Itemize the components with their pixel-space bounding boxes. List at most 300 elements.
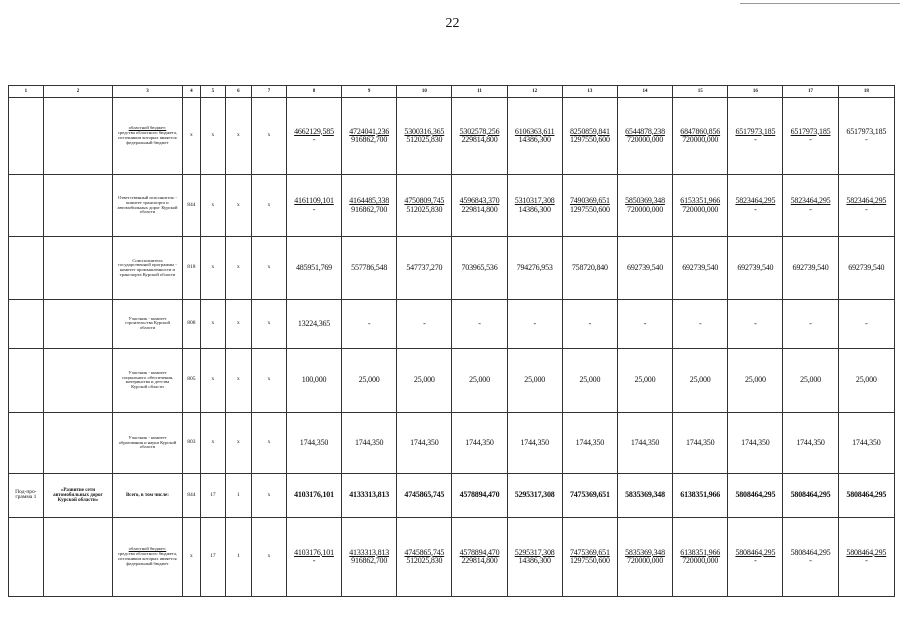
value-federal: 229814,800	[461, 134, 498, 144]
value-main: 5300316,365	[404, 126, 445, 136]
code-target-cell: x	[252, 174, 287, 237]
value-main: -	[865, 318, 868, 328]
subprogram-cell: Под-про-грамма 1	[9, 473, 44, 517]
value-main: 4164485,338	[349, 196, 390, 206]
code-section-cell: x	[201, 300, 226, 348]
program-name-cell	[43, 300, 112, 348]
value-cell	[452, 300, 507, 348]
value-main: -	[754, 318, 757, 328]
value-cell	[617, 413, 672, 474]
value-main: 4596843,370	[459, 196, 500, 206]
header-cell: 7	[252, 86, 287, 98]
value-main: 7475369,651	[569, 490, 610, 500]
value-federal: 512025,830	[406, 134, 443, 144]
code-subsection-cell: x	[225, 98, 252, 175]
value-main: 6138351,966	[680, 547, 721, 557]
program-name-cell: «Развитие сети автомобильных дорог Курской области»	[43, 473, 112, 517]
value-main: 6517973,185	[790, 126, 831, 136]
value-cell	[783, 300, 838, 348]
value-cell	[838, 237, 894, 300]
value-federal: 512025,830	[406, 204, 443, 214]
header-cell: 2	[43, 86, 112, 98]
value-main: 5302578,256	[459, 126, 500, 136]
value-cell	[397, 98, 452, 175]
value-main: 5823464,295	[735, 196, 776, 206]
value-main: 8250859,841	[569, 126, 610, 136]
value-main: 5808464,295	[846, 547, 887, 557]
value-main: 692739,540	[848, 263, 885, 273]
code-subsection-cell: x	[225, 348, 252, 413]
subprogram-cell	[9, 348, 44, 413]
table-row-regional-budget	[9, 98, 895, 175]
value-cell	[507, 174, 562, 237]
description-text: Соисполнитель государственной программы - комитет промышленности и транспорта Курской области	[118, 257, 177, 278]
value-main: 6544878,238	[625, 126, 665, 136]
value-cell	[617, 348, 672, 413]
value-federal: -	[865, 134, 868, 144]
code-subsection-cell: 1	[225, 518, 252, 597]
value-cell	[342, 473, 397, 517]
value-cell	[286, 473, 341, 517]
value-cell	[507, 413, 562, 474]
value-main: 1744,350	[299, 437, 329, 447]
value-cell	[507, 348, 562, 413]
value-cell	[673, 98, 728, 175]
top-rule	[740, 3, 900, 4]
value-main: 25,000	[469, 375, 490, 385]
subprogram-cell	[9, 518, 44, 597]
value-cell	[397, 300, 452, 348]
value-main: 758720,840	[571, 263, 608, 273]
value-cell	[673, 174, 728, 237]
table-row-co-executor-industry	[9, 237, 895, 300]
value-cell	[452, 473, 507, 517]
code-section-cell: x	[201, 237, 226, 300]
value-federal: 229814,800	[461, 556, 498, 566]
value-main: 25,000	[800, 375, 821, 385]
description-cell	[113, 348, 182, 413]
description-text: средства областного бюджета, источником которых является федеральный бюджет	[117, 551, 178, 566]
description-text: Всего, в том числе:	[125, 492, 169, 498]
value-federal: -	[312, 204, 316, 214]
value-federal: 1297550,600	[569, 204, 610, 214]
value-cell	[562, 237, 617, 300]
value-cell	[838, 413, 894, 474]
value-main: 7475369,651	[569, 547, 610, 557]
value-cell	[728, 98, 783, 175]
code-subsection-cell: x	[225, 174, 252, 237]
value-main: 25,000	[744, 375, 766, 385]
value-cell	[617, 174, 672, 237]
header-cell: 4	[182, 86, 200, 98]
value-main: 6847860,856	[680, 126, 721, 136]
value-cell	[838, 348, 894, 413]
value-main: 5295317,308	[514, 490, 555, 500]
value-main: 5295317,308	[514, 547, 555, 557]
value-cell	[617, 237, 672, 300]
value-federal: 720000,000	[682, 556, 719, 566]
value-cell	[838, 473, 894, 517]
value-federal: 14386,300	[518, 204, 551, 214]
value-main: 547737,270	[406, 263, 443, 273]
value-cell	[562, 174, 617, 237]
value-federal: 1297550,600	[569, 556, 610, 566]
value-federal: -	[809, 134, 812, 144]
value-federal: -	[312, 556, 316, 566]
value-cell	[507, 518, 562, 597]
value-main: 4103176,101	[294, 490, 334, 500]
code-grbs-cell: 844	[182, 174, 200, 237]
value-federal: -	[809, 556, 812, 566]
header-cell: 17	[783, 86, 838, 98]
value-cell	[342, 174, 397, 237]
code-target-cell: x	[252, 237, 287, 300]
value-cell	[286, 98, 341, 175]
value-main: 692739,540	[627, 263, 664, 273]
value-main: 5835369,348	[625, 547, 665, 557]
value-cell	[838, 518, 894, 597]
value-federal: -	[312, 134, 316, 144]
header-cell: 8	[286, 86, 341, 98]
value-cell	[507, 237, 562, 300]
value-cell	[728, 413, 783, 474]
value-cell	[673, 473, 728, 517]
value-federal: 916862,700	[351, 134, 388, 144]
header-cell: 18	[838, 86, 894, 98]
value-main: 5823464,295	[790, 196, 831, 206]
code-section-cell: x	[201, 174, 226, 237]
code-target-cell: x	[252, 98, 287, 175]
value-federal: 720000,000	[627, 134, 664, 144]
value-main: 1744,350	[685, 437, 715, 447]
subprogram-cell	[9, 413, 44, 474]
value-main: 5808464,295	[735, 490, 776, 500]
description-text: средства областного бюджета, источником которых является федеральный бюджет	[117, 130, 178, 145]
value-main: 1744,350	[410, 437, 439, 447]
value-cell	[562, 348, 617, 413]
description-cell	[113, 98, 182, 175]
value-cell	[673, 348, 728, 413]
value-main: 6138351,966	[680, 490, 721, 500]
code-subsection-cell: 1	[225, 473, 252, 517]
value-cell	[673, 518, 728, 597]
value-cell	[783, 518, 838, 597]
value-main: 7490369,651	[569, 196, 610, 206]
description-cell	[113, 174, 182, 237]
value-main: 25,000	[524, 375, 546, 385]
value-main: -	[478, 318, 481, 328]
value-main: 4745865,745	[404, 547, 445, 557]
budget-table	[8, 85, 895, 597]
description-heading: областной бюджет:	[128, 546, 167, 552]
value-main: 4745865,745	[404, 490, 445, 500]
value-main: 5823464,295	[846, 196, 887, 206]
value-cell	[783, 174, 838, 237]
value-cell	[838, 300, 894, 348]
value-main: -	[588, 318, 592, 328]
value-cell	[728, 174, 783, 237]
header-cell: 13	[562, 86, 617, 98]
program-name-cell	[43, 98, 112, 175]
description-cell	[113, 518, 182, 597]
value-main: 4103176,101	[294, 547, 334, 557]
subprogram-cell	[9, 174, 44, 237]
value-main: 5808464,295	[735, 547, 776, 557]
value-cell	[452, 174, 507, 237]
value-cell	[783, 348, 838, 413]
value-cell	[507, 98, 562, 175]
value-main: 25,000	[634, 375, 656, 385]
value-cell	[617, 518, 672, 597]
table-row-participant-social	[9, 348, 895, 413]
page-number: 22	[445, 16, 460, 31]
value-federal: -	[865, 204, 868, 214]
value-federal: 720000,000	[627, 204, 664, 214]
value-main: 6106363,611	[514, 126, 555, 136]
value-main: 5310317,308	[514, 196, 555, 206]
code-grbs-cell: 808	[182, 300, 200, 348]
header-cell: 12	[507, 86, 562, 98]
value-cell	[783, 473, 838, 517]
value-cell	[562, 300, 617, 348]
code-section-cell: x	[201, 413, 226, 474]
value-cell	[728, 348, 783, 413]
value-cell	[286, 174, 341, 237]
subprogram-cell	[9, 300, 44, 348]
header-cell: 5	[201, 86, 226, 98]
table-row-subprogram-total	[9, 473, 895, 517]
value-main: 6153351,966	[680, 196, 721, 206]
value-federal: 14386,300	[518, 134, 551, 144]
table-row-subprogram-regional-budget	[9, 518, 895, 597]
value-cell	[617, 98, 672, 175]
code-grbs-cell: 805	[182, 348, 200, 413]
value-cell	[452, 413, 507, 474]
value-main: 25,000	[358, 375, 380, 385]
description-text: Участник - комитет строительства Курской области	[124, 315, 170, 331]
value-main: 1744,350	[520, 437, 549, 447]
code-section-cell: x	[201, 348, 226, 413]
value-cell	[617, 473, 672, 517]
value-main: 703965,536	[461, 263, 498, 273]
value-federal: 512025,830	[406, 556, 443, 566]
value-cell	[342, 237, 397, 300]
value-cell	[286, 413, 341, 474]
value-main: 1744,350	[354, 437, 384, 447]
value-cell	[286, 237, 341, 300]
value-federal: -	[809, 204, 812, 214]
value-federal: -	[865, 556, 868, 566]
value-main: 557786,548	[351, 263, 388, 273]
value-main: 4578894,470	[459, 490, 500, 500]
value-cell	[562, 473, 617, 517]
value-main: 1744,350	[852, 437, 881, 447]
value-main: 4578894,470	[459, 547, 500, 557]
header-cell: 16	[728, 86, 783, 98]
code-grbs-cell: x	[182, 98, 200, 175]
value-cell	[617, 300, 672, 348]
code-target-cell: x	[252, 300, 287, 348]
description-text: Участник - комитет социального обеспечения, материнства и детства Курской области	[121, 369, 174, 390]
program-name-cell	[43, 348, 112, 413]
subprogram-cell	[9, 98, 44, 175]
value-main: 6517973,185	[735, 126, 776, 136]
value-cell	[452, 518, 507, 597]
description-cell	[113, 237, 182, 300]
code-grbs-cell: x	[182, 518, 200, 597]
header-cell: 11	[452, 86, 507, 98]
value-main: 5808464,295	[790, 490, 831, 500]
value-cell	[562, 518, 617, 597]
value-cell	[728, 300, 783, 348]
header-cell: 3	[113, 86, 182, 98]
value-main: 1744,350	[465, 437, 494, 447]
value-federal: 14386,300	[518, 556, 551, 566]
value-main: 4133313,813	[349, 490, 390, 500]
value-federal: 1297550,600	[569, 134, 610, 144]
header-row	[9, 86, 895, 98]
value-main: 5835369,348	[625, 490, 665, 500]
value-main: 25,000	[579, 375, 601, 385]
value-cell	[728, 473, 783, 517]
value-federal: 720000,000	[627, 556, 664, 566]
value-cell	[342, 348, 397, 413]
value-cell	[342, 98, 397, 175]
value-cell	[562, 98, 617, 175]
code-grbs-cell: 818	[182, 237, 200, 300]
value-main: -	[809, 318, 812, 328]
value-cell	[838, 98, 894, 175]
value-cell	[397, 518, 452, 597]
code-grbs-cell: 844	[182, 473, 200, 517]
value-main: -	[698, 318, 702, 328]
value-cell	[507, 473, 562, 517]
value-main: 1744,350	[796, 437, 825, 447]
value-cell	[507, 300, 562, 348]
code-section-cell: 17	[201, 473, 226, 517]
description-text: Ответственный исполнитель - комитет транспорта и автомобильных дорог Курской области	[117, 195, 178, 215]
value-main: 1744,350	[575, 437, 605, 447]
value-main: -	[423, 318, 426, 328]
value-federal: -	[754, 204, 757, 214]
code-target-cell: x	[252, 348, 287, 413]
value-cell	[342, 518, 397, 597]
value-federal: 916862,700	[351, 556, 388, 566]
header-cell: 6	[225, 86, 252, 98]
value-cell	[452, 237, 507, 300]
code-section-cell: x	[201, 98, 226, 175]
value-cell	[397, 237, 452, 300]
value-federal: 229814,800	[461, 204, 498, 214]
value-cell	[286, 348, 341, 413]
value-main: 4133313,813	[349, 547, 390, 557]
value-main: 25,000	[855, 375, 877, 385]
value-main: 4662129,585	[294, 126, 334, 136]
header-cell: 9	[342, 86, 397, 98]
value-cell	[783, 237, 838, 300]
value-cell	[783, 98, 838, 175]
program-name-cell	[43, 518, 112, 597]
header-cell: 14	[617, 86, 672, 98]
value-main: -	[533, 318, 536, 328]
value-federal: 720000,000	[682, 134, 719, 144]
description-cell	[113, 473, 182, 517]
value-main: 485951,769	[295, 263, 332, 273]
value-main: 25,000	[413, 375, 435, 385]
value-cell	[397, 473, 452, 517]
program-name-cell	[43, 413, 112, 474]
value-main: 100,000	[301, 375, 327, 385]
header-cell: 1	[9, 86, 44, 98]
program-name-cell	[43, 237, 112, 300]
description-heading: областной бюджет:	[128, 125, 167, 131]
value-main: 6517973,185	[846, 126, 887, 136]
value-cell	[673, 237, 728, 300]
code-grbs-cell: 803	[182, 413, 200, 474]
description-cell	[113, 413, 182, 474]
subprogram-cell	[9, 237, 44, 300]
value-cell	[673, 413, 728, 474]
value-main: 692739,540	[682, 263, 719, 273]
value-cell	[562, 413, 617, 474]
value-federal: -	[754, 134, 757, 144]
table-row-participant-education	[9, 413, 895, 474]
value-main: 13224,365	[297, 318, 331, 328]
code-subsection-cell: x	[225, 413, 252, 474]
value-main: 692739,540	[792, 263, 829, 273]
value-cell	[286, 300, 341, 348]
value-main: 5808464,295	[790, 547, 831, 557]
value-federal: 916862,700	[351, 204, 388, 214]
value-main: 4161109,101	[294, 196, 334, 206]
value-main: 4750809,745	[404, 196, 445, 206]
value-main: 1744,350	[741, 437, 770, 447]
code-target-cell: x	[252, 518, 287, 597]
value-main: 794276,953	[516, 263, 553, 273]
value-main: 25,000	[689, 375, 711, 385]
value-cell	[397, 348, 452, 413]
value-cell	[286, 518, 341, 597]
value-cell	[673, 300, 728, 348]
header-cell: 15	[673, 86, 728, 98]
value-main: -	[367, 318, 371, 328]
code-subsection-cell: x	[225, 237, 252, 300]
value-cell	[397, 174, 452, 237]
program-name-cell	[43, 174, 112, 237]
code-target-cell: x	[252, 473, 287, 517]
value-cell	[452, 348, 507, 413]
value-cell	[728, 237, 783, 300]
value-cell	[783, 413, 838, 474]
value-main: 692739,540	[737, 263, 774, 273]
value-cell	[397, 413, 452, 474]
table-row-responsible-executor	[9, 174, 895, 237]
description-cell	[113, 300, 182, 348]
value-main: 5808464,295	[846, 490, 887, 500]
code-subsection-cell: x	[225, 300, 252, 348]
value-cell	[342, 300, 397, 348]
code-target-cell: x	[252, 413, 287, 474]
value-main: -	[643, 318, 647, 328]
value-main: 4724041,236	[349, 126, 390, 136]
value-cell	[838, 174, 894, 237]
value-federal: 720000,000	[682, 204, 719, 214]
value-main: 5850369,348	[625, 196, 665, 206]
table-row-participant-construction	[9, 300, 895, 348]
description-text: Участник - комитет образования и науки Курской области	[118, 434, 177, 450]
value-cell	[728, 518, 783, 597]
header-cell: 10	[397, 86, 452, 98]
